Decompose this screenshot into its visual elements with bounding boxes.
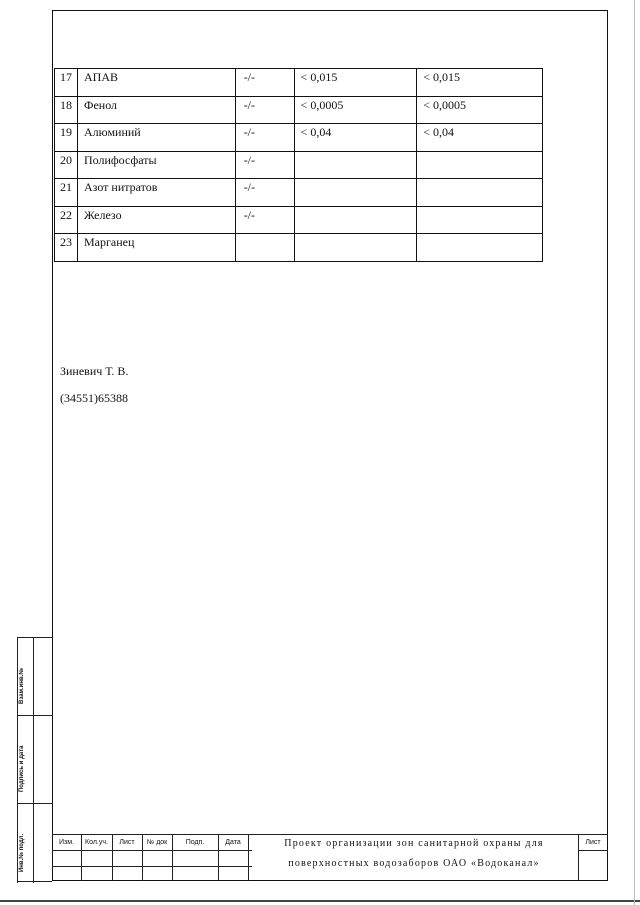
value-1-cell: [294, 151, 417, 179]
table-row: [55, 124, 543, 152]
parameter-name-cell: Железо: [77, 206, 235, 234]
title-block-header-izm: Изм.: [59, 839, 74, 846]
row-number-cell: 23: [55, 234, 78, 262]
value-2-cell: [417, 234, 543, 262]
table-row: [55, 69, 543, 97]
table-row: [55, 206, 543, 234]
stamp-line: [17, 803, 52, 804]
table-row: [55, 96, 543, 124]
title-block-line: [52, 834, 608, 835]
parameter-name-cell: Фенол: [77, 96, 235, 124]
value-1-cell: [294, 179, 417, 207]
scan-edge-right: [634, 0, 635, 905]
row-number-cell: 17: [55, 69, 78, 97]
sheet-number-label: Лист: [585, 839, 601, 846]
unit-cell: -/-: [235, 69, 294, 97]
value-2-cell: [417, 179, 543, 207]
title-block-line: [578, 850, 608, 851]
value-2-cell: < 0,04: [417, 124, 543, 152]
table-row: [55, 151, 543, 179]
parameter-name-cell: Марганец: [77, 234, 235, 262]
title-block-header-list: Лист: [119, 839, 135, 846]
stamp-line: [17, 715, 52, 716]
unit-cell: -/-: [235, 124, 294, 152]
title-block-header-date: Дата: [225, 839, 241, 846]
row-number-cell: 20: [55, 151, 78, 179]
stamp-line: [33, 637, 34, 883]
row-number-cell: 21: [55, 179, 78, 207]
value-1-cell: [294, 206, 417, 234]
contact-phone: (34551)65388: [60, 391, 128, 405]
parameter-name-cell: Алюминий: [77, 124, 235, 152]
value-2-cell: [417, 151, 543, 179]
scan-edge-bottom: [0, 900, 640, 902]
title-block-line: [52, 850, 252, 851]
stamp-line: [17, 637, 18, 883]
table-row: [55, 234, 543, 262]
parameter-name-cell: Азот нитратов: [77, 179, 235, 207]
stamp-vzam-label: Взам.инв.№: [19, 667, 25, 704]
table-row: [55, 179, 543, 207]
title-block-header-kol-uch: Кол.уч.: [85, 839, 108, 846]
parameter-name-cell: АПАВ: [77, 69, 235, 97]
title-block-line: [52, 866, 252, 867]
measurement-table: [54, 68, 543, 262]
title-block-header-doc-number: № док: [146, 839, 168, 846]
stamp-signature-date-label: Подпись и дата: [19, 745, 25, 792]
title-block-header-signature: Подп.: [185, 839, 205, 846]
row-number-cell: 19: [55, 124, 78, 152]
unit-cell: -/-: [235, 179, 294, 207]
stamp-line: [17, 881, 52, 882]
row-number-cell: 22: [55, 206, 78, 234]
unit-cell: -/-: [235, 206, 294, 234]
value-2-cell: < 0,015: [417, 69, 543, 97]
stamp-inventory-label: Инв.№ подл.: [19, 833, 25, 872]
value-1-cell: < 0,04: [294, 124, 417, 152]
value-2-cell: [417, 206, 543, 234]
unit-cell: -/-: [235, 151, 294, 179]
parameter-name-cell: Полифосфаты: [77, 151, 235, 179]
unit-cell: [235, 234, 294, 262]
row-number-cell: 18: [55, 96, 78, 124]
contact-name: Зиневич Т. В.: [60, 364, 129, 378]
title-block-line: [248, 834, 249, 881]
unit-cell: -/-: [235, 96, 294, 124]
value-1-cell: [294, 234, 417, 262]
value-1-cell: < 0,0005: [294, 96, 417, 124]
value-2-cell: < 0,0005: [417, 96, 543, 124]
stamp-line: [17, 637, 52, 638]
value-1-cell: < 0,015: [294, 69, 417, 97]
project-title-line-2: поверхностных водозаборов ОАО «Водоканал»: [288, 858, 540, 869]
project-title-line-1: Проект организации зон санитарной охраны для: [284, 838, 544, 849]
